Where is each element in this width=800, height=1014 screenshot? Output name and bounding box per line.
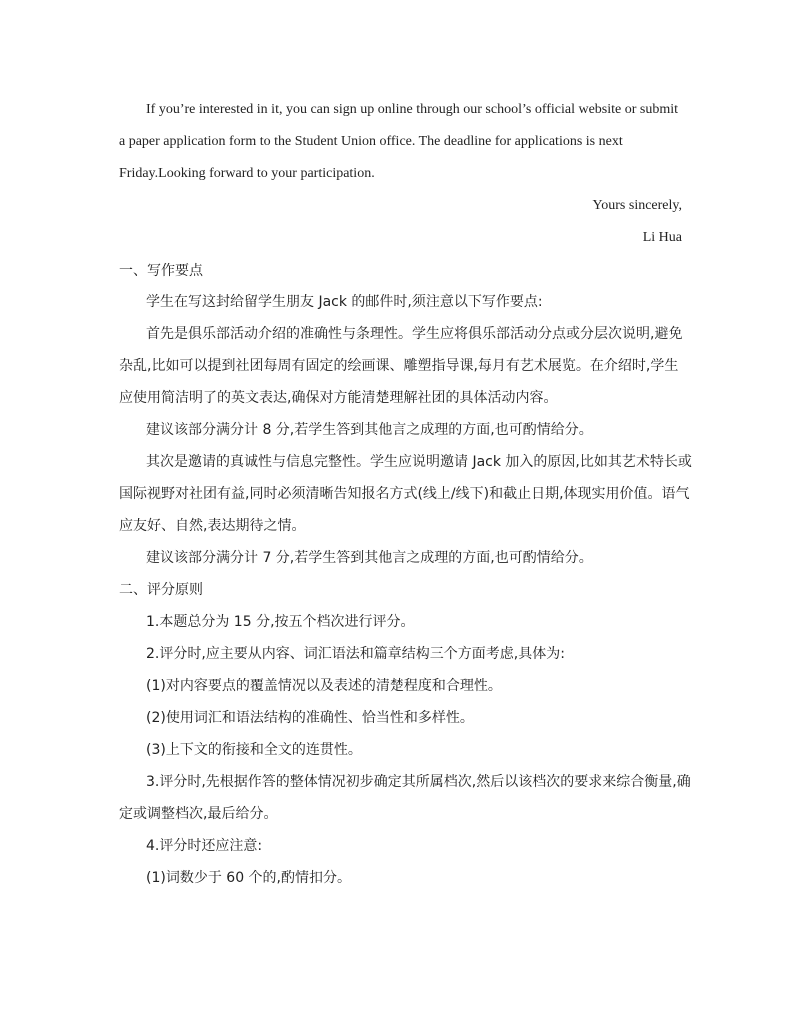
- letter-line: Friday.Looking forward to your participation.: [119, 166, 375, 181]
- sub-item: (1)对内容要点的覆盖情况以及表述的清楚程度和合理性。: [146, 678, 502, 694]
- section1-intro: 学生在写这封给留学生朋友 Jack 的邮件时,须注意以下写作要点:: [146, 294, 543, 310]
- section-heading: 一、写作要点: [119, 263, 203, 279]
- paragraph-line: 首先是俱乐部活动介绍的准确性与条理性。学生应将俱乐部活动分点或分层次说明,避免: [146, 326, 683, 342]
- list-item: 3.评分时,先根据作答的整体情况初步确定其所属档次,然后以该档次的要求来综合衡量,确: [146, 774, 691, 790]
- paragraph-line: 国际视野对社团有益,同时必须清晰告知报名方式(线上/线下)和截止日期,体现实用价值。语气: [119, 486, 690, 502]
- paragraph-line: 应使用简洁明了的英文表达,确保对方能清楚理解社团的具体活动内容。: [119, 390, 558, 406]
- list-item: 1.本题总分为 15 分,按五个档次进行评分。: [146, 614, 415, 630]
- score-note: 建议该部分满分计 8 分,若学生答到其他言之成理的方面,也可酌情给分。: [146, 422, 593, 438]
- letter-line: If you’re interested in it, you can sign up online through our school’s official website or submit: [146, 102, 679, 117]
- sub-item: (3)上下文的衔接和全文的连贯性。: [146, 742, 362, 758]
- sub-item: (2)使用词汇和语法结构的准确性、恰当性和多样性。: [146, 710, 474, 726]
- list-item: 2.评分时,应主要从内容、词汇语法和篇章结构三个方面考虑,具体为:: [146, 646, 565, 662]
- list-item: 4.评分时还应注意:: [146, 838, 263, 854]
- paragraph-line: 应友好、自然,表达期待之情。: [119, 518, 306, 534]
- letter-closing: Yours sincerely,: [592, 198, 682, 213]
- section-heading: 二、评分原则: [119, 582, 203, 598]
- letter-line: a paper application form to the Student Union office. The deadline for applications is next: [119, 134, 623, 149]
- sub-item: (1)词数少于 60 个的,酌情扣分。: [146, 870, 351, 886]
- score-note: 建议该部分满分计 7 分,若学生答到其他言之成理的方面,也可酌情给分。: [146, 550, 593, 566]
- paragraph-line: 其次是邀请的真诚性与信息完整性。学生应说明邀请 Jack 加入的原因,比如其艺术特长或: [146, 454, 692, 470]
- letter-signature: Li Hua: [642, 230, 682, 245]
- paragraph-line: 杂乱,比如可以提到社团每周有固定的绘画课、雕塑指导课,每月有艺术展览。在介绍时,学生: [119, 358, 679, 374]
- list-item-continued: 定或调整档次,最后给分。: [119, 806, 278, 822]
